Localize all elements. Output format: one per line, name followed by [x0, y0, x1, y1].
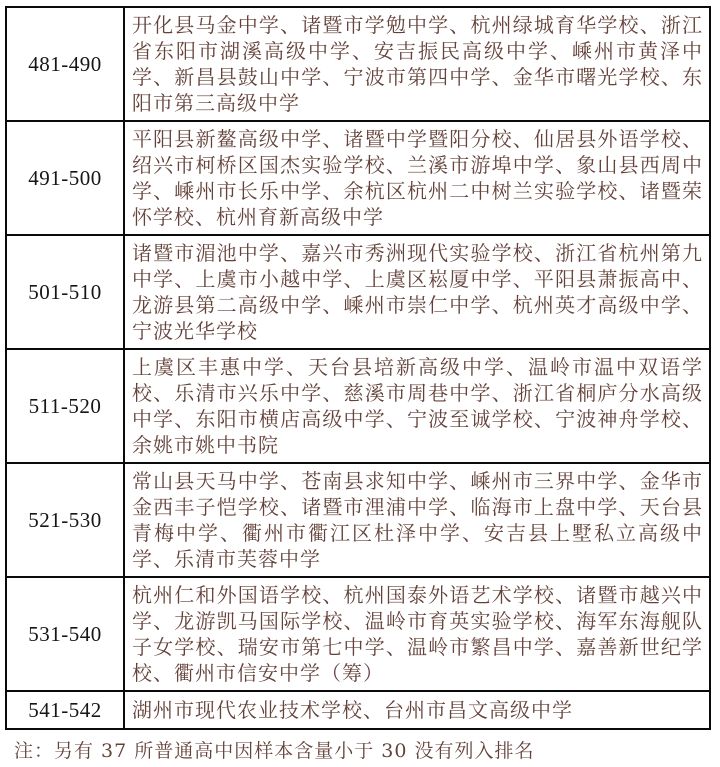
- rank-range-cell: 541-542: [6, 691, 124, 729]
- school-list-cell: 上虞区丰惠中学、天台县培新高级中学、温岭市温中双语学校、乐清市兴乐中学、慈溪市周巷中学、浙江省桐庐分水高级中学、东阳市横店高级中学、宁波至诚学校、宁波神舟学校、余姚市姚中书院: [124, 349, 710, 463]
- ranking-table: [5, 6, 711, 730]
- rank-range-cell: 521-530: [6, 463, 124, 577]
- rank-range-cell: 531-540: [6, 577, 124, 691]
- footnote: 注：另有 37 所普通高中因样本含量小于 30 没有列入排名: [14, 740, 535, 762]
- school-list-cell: 常山县天马中学、苍南县求知中学、嵊州市三界中学、金华市金西丰子恺学校、诸暨市浬浦中学、临海市上盘中学、天台县青梅中学、衢州市衢江区杜泽中学、安吉县上墅私立高级中学、乐清市芙蓉中学: [124, 463, 710, 577]
- table-row: [6, 7, 710, 121]
- table-row: [6, 121, 710, 235]
- table-row: [6, 463, 710, 577]
- school-list-cell: 杭州仁和外国语学校、杭州国泰外语艺术学校、诸暨市越兴中学、龙游凯马国际学校、温岭市育英实验学校、海军东海舰队子女学校、瑞安市第七中学、温岭市繁昌中学、嘉善新世纪学校、衢州市信安中学（筹）: [124, 577, 710, 691]
- rank-range-cell: 491-500: [6, 121, 124, 235]
- ranking-table-body: [6, 7, 710, 729]
- table-row: [6, 235, 710, 349]
- rank-range-cell: 511-520: [6, 349, 124, 463]
- school-list-cell: 湖州市现代农业技术学校、台州市昌文高级中学: [124, 691, 710, 729]
- rank-range-cell: 481-490: [6, 7, 124, 121]
- table-row: [6, 691, 710, 729]
- school-list-cell: 诸暨市湄池中学、嘉兴市秀洲现代实验学校、浙江省杭州第九中学、上虞市小越中学、上虞区崧厦中学、平阳县萧振高中、龙游县第二高级中学、嵊州市崇仁中学、杭州英才高级中学、宁波光华学校: [124, 235, 710, 349]
- table-row: [6, 577, 710, 691]
- rank-range-cell: 501-510: [6, 235, 124, 349]
- school-list-cell: 开化县马金中学、诸暨市学勉中学、杭州绿城育华学校、浙江省东阳市湖溪高级中学、安吉振民高级中学、嵊州市黄泽中学、新昌县鼓山中学、宁波市第四中学、金华市曙光学校、东阳市第三高级中学: [124, 7, 710, 121]
- table-row: [6, 349, 710, 463]
- school-list-cell: 平阳县新鳌高级中学、诸暨中学暨阳分校、仙居县外语学校、绍兴市柯桥区国杰实验学校、兰溪市游埠中学、象山县西周中学、嵊州市长乐中学、余杭区杭州二中树兰实验学校、诸暨荣怀学校、杭州育新高级中学: [124, 121, 710, 235]
